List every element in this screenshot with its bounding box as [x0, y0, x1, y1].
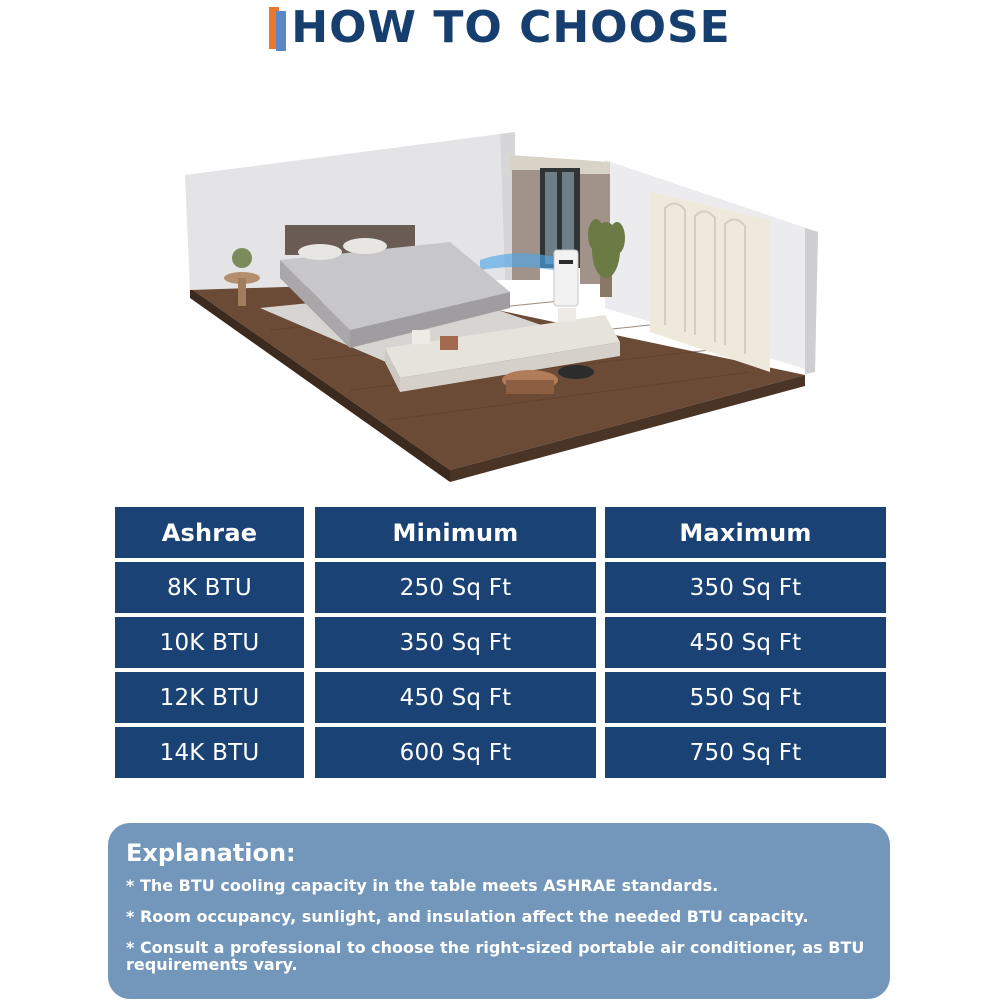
- table-cell-maximum: 450 Sq Ft: [605, 617, 886, 668]
- explanation-line: * The BTU cooling capacity in the table meets ASHRAE standards.: [126, 876, 719, 895]
- page-title: HOW TO CHOOSE: [291, 2, 731, 53]
- page-header: [0, 0, 1000, 56]
- table-cell-minimum: 250 Sq Ft: [315, 562, 596, 613]
- table-header-maximum: Maximum: [605, 507, 886, 558]
- table-cell-btu: 8K BTU: [115, 562, 304, 613]
- table-cell-minimum: 450 Sq Ft: [315, 672, 596, 723]
- table-cell-maximum: 550 Sq Ft: [605, 672, 886, 723]
- table-cell-maximum: 750 Sq Ft: [605, 727, 886, 778]
- explanation-title: Explanation:: [126, 839, 296, 867]
- table-cell-minimum: 350 Sq Ft: [315, 617, 596, 668]
- table-cell-minimum: 600 Sq Ft: [315, 727, 596, 778]
- table-cell-maximum: 350 Sq Ft: [605, 562, 886, 613]
- explanation-box: [108, 823, 890, 999]
- explanation-line: * Consult a professional to choose the right-sized portable air conditioner, as BTU requirements vary.: [126, 938, 865, 974]
- title-accent-bar: [269, 5, 287, 51]
- table-header-ashrae: Ashrae: [115, 507, 304, 558]
- table-cell-btu: 10K BTU: [115, 617, 304, 668]
- explanation-line: * Room occupancy, sunlight, and insulation affect the needed BTU capacity.: [126, 907, 809, 926]
- table-header-minimum: Minimum: [315, 507, 596, 558]
- table-cell-btu: 12K BTU: [115, 672, 304, 723]
- table-cell-btu: 14K BTU: [115, 727, 304, 778]
- room-illustration: [150, 110, 850, 490]
- title-group: [269, 2, 731, 53]
